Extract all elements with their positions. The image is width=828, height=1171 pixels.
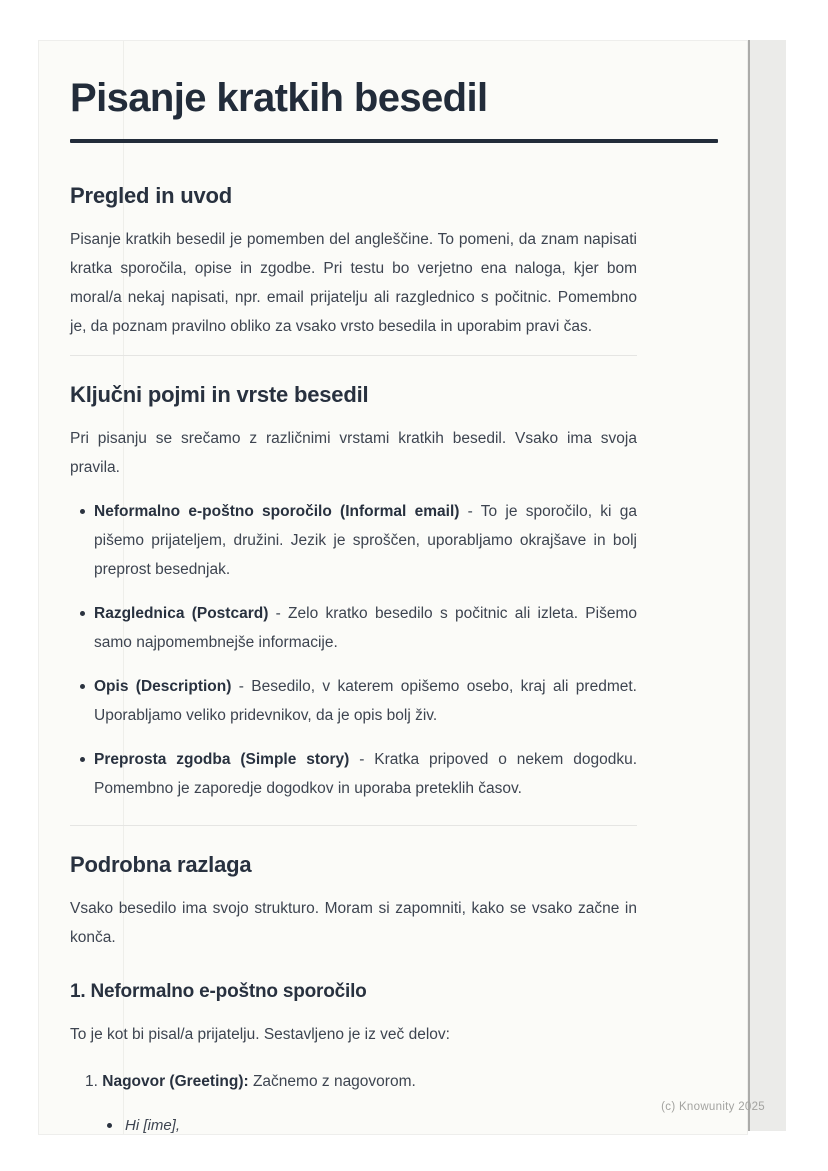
section-key-concepts [70, 382, 718, 803]
list-item-text: - Besedilo, v katerem opišemo osebo, kraj ali predmet. Uporabljamo veliko pridevnikov, da je opis bolj živ. [94, 678, 637, 724]
bullet-icon [80, 757, 85, 762]
bullet-icon [80, 611, 85, 616]
section-key-concepts-intro: Pri pisanju se srečamo z različnimi vrstami kratkih besedil. Vsako ima svoja pravila. [70, 430, 637, 476]
example-text: Hi [ime], [125, 1117, 181, 1134]
document-content [70, 75, 718, 1140]
section-key-concepts-heading: Ključni pojmi in vrste besedil [70, 382, 369, 407]
bullet-icon [107, 1123, 112, 1128]
list-item-number: 1. [85, 1073, 98, 1090]
section-overview-heading: Pregled in uvod [70, 183, 233, 208]
title-underline [70, 139, 718, 143]
section-detail-intro: Vsako besedilo ima svojo strukturo. Moram si zapomniti, kako se vsako začne in konča. [70, 900, 637, 946]
section-overview [70, 183, 718, 341]
section-divider [70, 825, 637, 826]
scrollbar-track[interactable] [748, 40, 786, 1131]
bullet-icon [80, 684, 85, 689]
list-item-text: Začnemo z nagovorom. [252, 1073, 416, 1090]
list-item [70, 599, 637, 657]
list-item-lead: Nagovor (Greeting): [102, 1073, 249, 1090]
concept-list [70, 497, 637, 803]
page-title: Pisanje kratkih besedil [70, 76, 488, 120]
section-detail-heading: Podrobna razlaga [70, 852, 252, 877]
list-item-text: - To je sporočilo, ki ga pišemo prijateljem, družini. Jezik je sproščen, uporabljamo okrajšave in bolj preprost besednjak. [94, 503, 637, 578]
watermark: (c) Knowunity 2025 [661, 1101, 765, 1113]
list-item-lead: Razglednica (Postcard) [94, 605, 269, 622]
subsection-intro: To je kot bi pisal/a prijatelju. Sestavljeno je iz več delov: [70, 1026, 450, 1043]
section-divider [70, 355, 637, 356]
list-item [70, 745, 637, 803]
document-page [38, 40, 748, 1135]
list-item-lead: Opis (Description) [94, 678, 232, 695]
section-detail [70, 852, 718, 1140]
bullet-icon [80, 509, 85, 514]
list-item [70, 672, 637, 730]
list-item [70, 497, 637, 584]
list-item-text: - Kratka pripoved o nekem dogodku. Pomembno je zaporedje dogodkov in uporaba preteklih časov. [94, 751, 637, 797]
section-overview-paragraph: Pisanje kratkih besedil je pomemben del angleščine. To pomeni, da znam napisati kratka sporočila, opise in zgodbe. Pri testu bo verjetno ena naloga, kjer bom moral/a nekaj napisati, npr. email prijatelju ali razglednico s počitnic. Pomembno je, da poznam pravilno obliko za vsako vrsto besedila in uporabim pravi čas. [70, 231, 637, 335]
list-item-lead: Neformalno e-poštno sporočilo (Informal email) [94, 503, 460, 520]
subsection-heading: 1. Neformalno e-poštno sporočilo [70, 981, 367, 1002]
list-item-lead: Preprosta zgodba (Simple story) [94, 751, 350, 768]
list-item-text: - Zelo kratko besedilo s počitnic ali izleta. Pišemo samo najpomembnejše informacije. [94, 605, 637, 651]
example-list-item [70, 1112, 637, 1140]
numbered-list-item [70, 1067, 637, 1096]
